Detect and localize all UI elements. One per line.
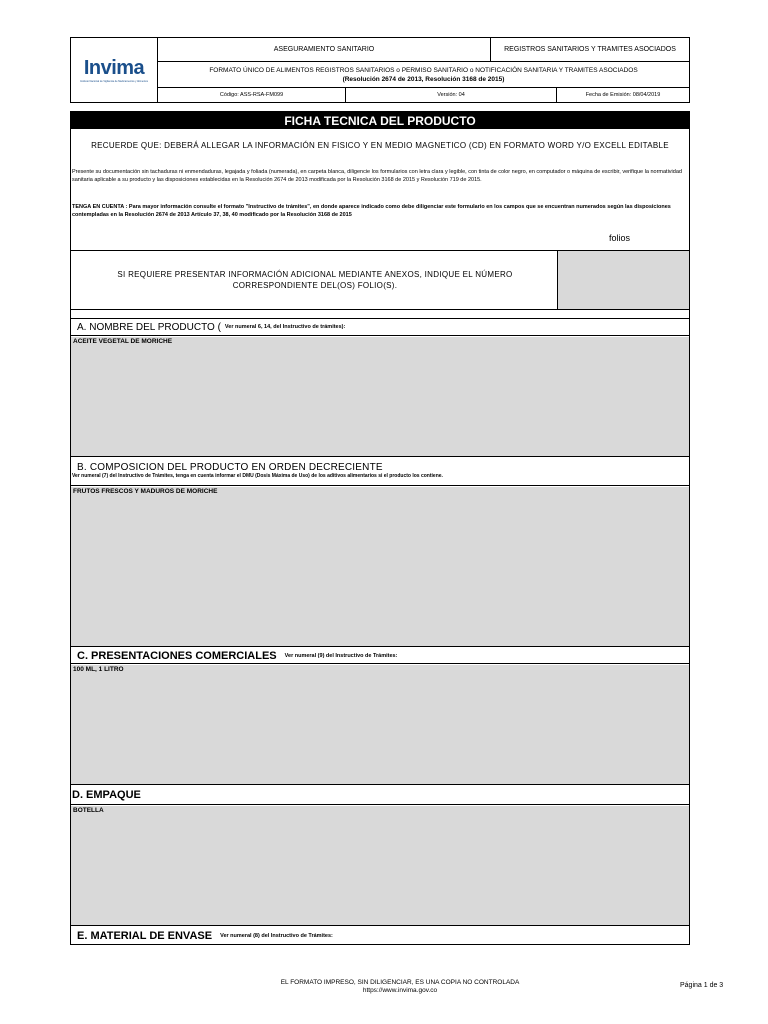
reminder-text: RECUERDE QUE: DEBERÁ ALLEGAR LA INFORMACIÓN EN FISICO Y EN MEDIO MAGNETICO (CD) EN FORMATO WORD Y/O EXCELL EDITABLE <box>91 141 669 150</box>
section-e-note: Ver numeral (8) del Instructivo de Trámites: <box>220 932 333 939</box>
note-text: TENGA EN CUENTA : Para mayor información consulte el formato "Instructivo de trámites", en donde aparece indicado como debe diligenciar este formulario en los campos que se encuentran numerados según las disposiciones contempladas en la Resolución 2674 de 2013 Artículo 37, 38, 40 modificado por la Resolución 3168 de 2015 <box>72 204 671 218</box>
footer-notice <box>200 979 600 995</box>
footer-line1: EL FORMATO IMPRESO, SIN DILIGENCIAR, ES UNA COPIA NO CONTROLADA <box>280 979 520 986</box>
header-top-left: ASEGURAMIENTO SANITARIO <box>158 38 491 62</box>
section-b-note: Ver numeral (7) del Instructivo de Trámites, tenga en cuenta informar el DMU (Dosis Máxima de Uso) de los aditivos alimentarios si el producto los contiene. <box>72 473 443 479</box>
section-c-header <box>71 648 689 664</box>
section-b-value: FRUTOS FRESCOS Y MADUROS DE MORICHE <box>73 488 218 495</box>
section-b-header <box>71 458 689 486</box>
section-d-title: D. EMPAQUE <box>72 789 141 801</box>
section-e-title: E. MATERIAL DE ENVASE <box>77 929 213 942</box>
section-b-field[interactable] <box>71 487 689 647</box>
header-top-right: REGISTROS SANITARIOS Y TRAMITES ASOCIADOS <box>491 38 689 62</box>
header-format-line1: FORMATO ÚNICO DE ALIMENTOS REGISTROS SANITARIOS o PERMISO SANITARIO o NOTIFICACIÓN SANITARIA Y TRAMITES ASOCIADOS <box>209 66 638 74</box>
logo-subtitle: Instituto Nacional de Vigilancia de Medicamentos y Alimentos <box>80 80 148 83</box>
instructions-text: Presente su documentación sin tachaduras ni enmendaduras, legajada y foliada (numerada), en carpeta blanca, diligencie los formularios con letra clara y legible, con tinta de color negro, en computador o máquina de escribir, verifique la normatividad sanitaria aplicable a su producto y las disposiciones establecidas en la Resolución 2674 de 2013 modificada por la Resolución 3168 de 2015 y Resolución 719 de 2015. <box>72 169 682 183</box>
header-code: Código: ASS-RSA-FM099 <box>158 88 346 102</box>
section-a-field[interactable] <box>71 337 689 457</box>
header-format-line2: (Resolución 2674 de 2013, Resolución 3168 de 2015) <box>342 75 505 83</box>
section-b-title: B. COMPOSICION DEL PRODUCTO EN ORDEN DECRECIENTE <box>77 462 383 473</box>
section-c-note: Ver numeral (9) del Instructivo de Trámites: <box>284 652 398 659</box>
annex-folio-input[interactable] <box>557 251 689 309</box>
section-c-field[interactable] <box>71 665 689 785</box>
section-c-value: 100 ML, 1 LITRO <box>73 666 124 673</box>
page-number: Página 1 de 3 <box>680 982 724 989</box>
section-d-value: BOTELLA <box>73 807 104 814</box>
logo-text: Invima <box>83 57 145 79</box>
section-a-header <box>71 318 689 336</box>
header-version: Versión: 04 <box>346 88 557 102</box>
logo <box>71 38 158 102</box>
section-a-value: ACEITE VEGETAL DE MORICHE <box>73 338 173 345</box>
header-emission: Fecha de Emisión: 08/04/2019 <box>585 91 661 98</box>
header-format <box>158 62 689 88</box>
annex-text: SI REQUIERE PRESENTAR INFORMACIÓN ADICIONAL MEDIANTE ANEXOS, INDIQUE EL NÚMERO CORRESPONDIENTE DEL(OS) FOLIO(S). <box>117 270 513 290</box>
footer-url: https://www.invima.gov.co <box>362 987 438 994</box>
section-a-note: Ver numeral 6, 14, del Instructivo de trámites): <box>224 324 346 330</box>
section-a-title: A. NOMBRE DEL PRODUCTO ( <box>77 321 221 333</box>
folios-label: folios <box>609 233 631 243</box>
section-c-title: C. PRESENTACIONES COMERCIALES <box>77 649 277 662</box>
section-d-field[interactable] <box>71 806 689 926</box>
page-title: FICHA TECNICA DEL PRODUCTO <box>71 112 689 129</box>
section-d-header <box>71 786 689 805</box>
section-e-header <box>71 927 689 944</box>
